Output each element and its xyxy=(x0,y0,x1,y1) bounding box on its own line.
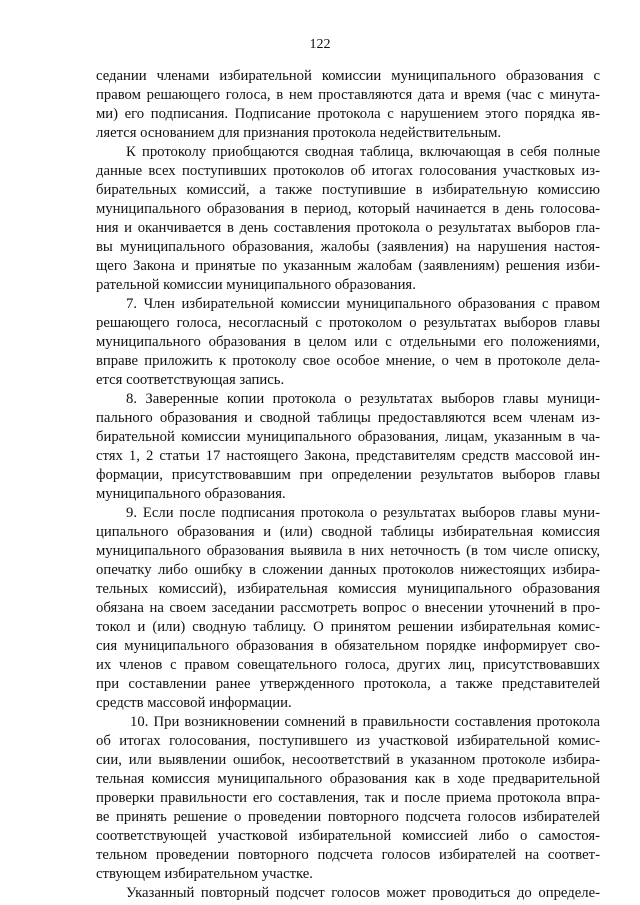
text-line: рательной комиссии муниципального образования. xyxy=(96,277,416,293)
text-line: тельных комиссий), избирательная комиссия муниципального образования xyxy=(96,581,600,597)
text-line: ется соответствующая запись. xyxy=(96,372,285,388)
text-line: Указанный повторный подсчет голосов может проводиться до определе- xyxy=(126,885,600,901)
text-line: К протоколу приобщаются сводная таблица, включающая в себя полные xyxy=(126,144,600,160)
text-line: тельная комиссия муниципального образования как в ходе предварительной xyxy=(96,771,600,787)
text-line: муниципального образования в период, который начинается в день голосова- xyxy=(96,201,600,217)
text-line: ляется основанием для признания протокола недействительным. xyxy=(96,125,502,141)
text-line: бирательной комиссии муниципального образования, лицам, указанным в ча- xyxy=(96,429,600,445)
text-line: муниципального образования выявила в них неточность (в том числе описку, xyxy=(96,543,600,559)
text-line: их членов с правом совещательного голоса, других лиц, присутствовавших xyxy=(96,657,600,673)
text-line: соответствующей участковой избирательной комиссией либо о самостоя- xyxy=(96,828,600,844)
text-line: опечатку либо ошибку в сложении данных протоколов нижестоящих избира- xyxy=(96,562,600,578)
text-line: при составлении ранее утвержденного протокола, а также представителей xyxy=(96,676,600,692)
text-line: 7. Член избирательной комиссии муниципального образования с правом xyxy=(126,296,600,312)
text-line: сия муниципального образования в обязательном порядке информирует сво- xyxy=(96,638,600,654)
text-line: вправе приложить к протоколу свое особое мнение, о чем в протоколе дела- xyxy=(96,353,600,369)
text-line: ствующем избирательном участке. xyxy=(96,866,313,882)
text-line: решающего голоса, несогласный с протоколом о результатах выборов главы xyxy=(96,315,600,331)
text-line: стях 1, 2 статьи 17 настоящего Закона, представителям средств массовой ин- xyxy=(96,448,600,464)
text-line: токол и (или) сводную таблицу. О принятом решении избирательная комис- xyxy=(96,619,600,635)
text-line: ния и оканчивается в день составления протокола о результатах выборов гла- xyxy=(96,220,600,236)
text-line: бирательных комиссий, а также поступившие в избирательную комиссию xyxy=(96,182,600,198)
text-line: пального образования и сводной таблицы предоставляются всем членам из- xyxy=(96,410,600,426)
text-line: данные всех поступивших протоколов об итогах голосования участковых из- xyxy=(96,163,600,179)
text-line: тельном проведении повторного подсчета голосов избирателей на соответ- xyxy=(96,847,600,863)
text-line: ве принять решение о проведении повторного подсчета голосов избирателей xyxy=(96,809,600,825)
text-line: обязана на своем заседании рассмотреть вопрос о внесении уточнений в про- xyxy=(96,600,600,616)
text-line: формации, присутствовавшим при определении результатов выборов главы xyxy=(96,467,600,483)
text-line: средств массовой информации. xyxy=(96,695,292,711)
page-number: 122 xyxy=(309,37,331,52)
text-line: седании членами избирательной комиссии муниципального образования с xyxy=(96,68,600,84)
text-line: 9. Если после подписания протокола о результатах выборов главы муни- xyxy=(126,505,600,521)
text-line: ми) его подписания. Подписание протокола с нарушением этого порядка яв- xyxy=(96,106,600,122)
text-line: правом решающего голоса, в нем проставляются дата и время (час с минута- xyxy=(96,87,600,103)
text-line: ципального образования и (или) сводной таблицы избирательная комиссия xyxy=(96,524,600,540)
text-line: муниципального образования в целом или с отдельными его положениями, xyxy=(96,334,600,350)
text-line: проверки правильности его составления, так и после приема протокола впра- xyxy=(96,790,600,806)
text-line: об итогах голосования, поступившего из участковой избирательной комис- xyxy=(96,733,600,749)
text-line: муниципального образования. xyxy=(96,486,286,502)
text-line: 8. Заверенные копии протокола о результатах выборов главы муници- xyxy=(126,391,600,407)
text-line: вы муниципального образования, жалобы (заявления) на нарушения настоя- xyxy=(96,239,600,255)
text-line: щего Закона и принятые по указанным жалобам (заявлениям) решения изби- xyxy=(96,258,600,274)
text-line: сии, или выявлении ошибок, несоответствий в указанном протоколе избира- xyxy=(96,752,600,768)
text-line: 10. При возникновении сомнений в правильности составления протокола xyxy=(130,714,600,730)
